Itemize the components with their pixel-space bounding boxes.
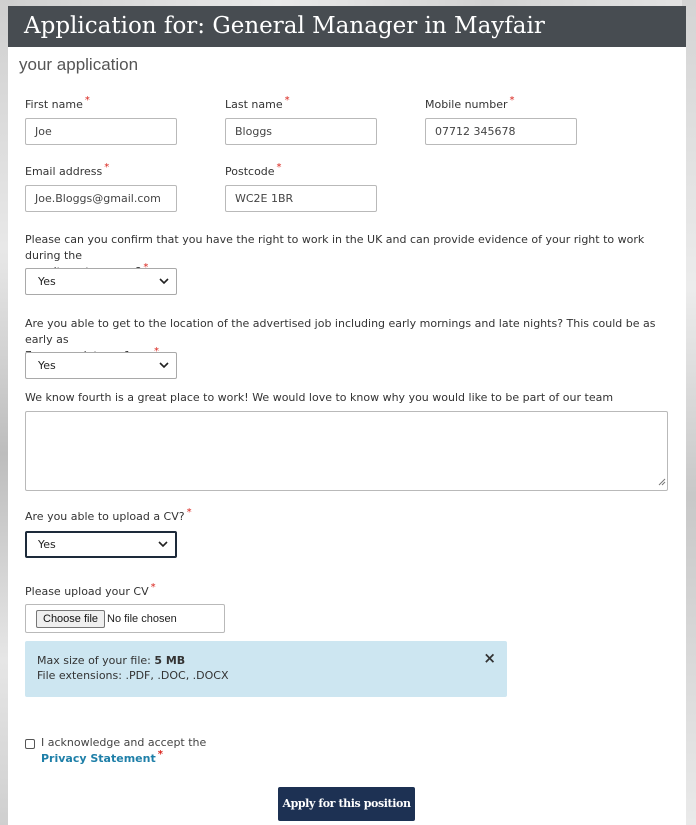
- required-mark: *: [186, 507, 192, 519]
- required-mark: *: [84, 95, 90, 107]
- last-name-input[interactable]: Bloggs: [225, 118, 377, 145]
- right-to-work-select[interactable]: Yes: [25, 268, 177, 295]
- right-to-work-label: Please can you confirm that you have the right to work in the UK and can provide evidence of your right to work during the: [25, 232, 675, 280]
- first-name-label: First name *: [25, 95, 90, 111]
- upload-cv-select[interactable]: Yes: [25, 531, 177, 558]
- chevron-down-icon: [157, 533, 169, 556]
- acknowledge-checkbox[interactable]: [25, 739, 35, 749]
- email-label: Email address *: [25, 162, 110, 178]
- email-input[interactable]: Joe.Bloggs@gmail.com: [25, 185, 177, 212]
- file-extensions-text: File extensions: .PDF, .DOC, .DOCX: [37, 669, 229, 682]
- required-mark: *: [284, 95, 290, 107]
- acknowledge-text: I acknowledge and accept the: [41, 736, 207, 749]
- first-name-input[interactable]: Joe: [25, 118, 177, 145]
- required-mark: *: [509, 95, 515, 107]
- required-mark: *: [150, 582, 156, 594]
- file-size-text: Max size of your file: 5 MB: [37, 654, 186, 667]
- last-name-label: Last name *: [225, 95, 290, 111]
- postcode-input[interactable]: WC2E 1BR: [225, 185, 377, 212]
- required-mark: *: [104, 162, 110, 174]
- page-title: Application for: General Manager in Mayfair: [24, 13, 545, 39]
- why-label: We know fourth is a great place to work! We would love to know why you would like to be part of our team: [25, 391, 614, 404]
- upload-cv-label: Are you able to upload a CV? *: [25, 507, 192, 523]
- choose-file-button[interactable]: Choose file: [36, 610, 105, 628]
- location-select[interactable]: Yes: [25, 352, 177, 379]
- postcode-label: Postcode *: [225, 162, 282, 178]
- file-info-alert: [25, 641, 507, 697]
- application-form: [8, 47, 686, 825]
- close-icon[interactable]: ×: [483, 649, 496, 667]
- mobile-number-input[interactable]: 07712 345678: [425, 118, 577, 145]
- chevron-down-icon: [158, 269, 170, 294]
- cv-file-input[interactable]: [25, 604, 225, 633]
- privacy-statement-link[interactable]: Privacy Statement *: [41, 749, 163, 765]
- why-textarea[interactable]: [25, 411, 668, 491]
- apply-button[interactable]: Apply for this position: [278, 787, 415, 821]
- chevron-down-icon: [158, 353, 170, 378]
- resize-grip-icon[interactable]: [658, 476, 666, 489]
- mobile-number-label: Mobile number *: [425, 95, 515, 111]
- required-mark: *: [157, 749, 163, 761]
- file-status-text: No file chosen: [107, 613, 177, 625]
- location-label: Are you able to get to the location of the advertised job including early mornings and late nights? This could be as early as: [25, 316, 675, 364]
- form-subtitle: your application: [19, 55, 139, 74]
- page-header: [8, 6, 686, 47]
- cv-file-label: Please upload your CV *: [25, 582, 156, 598]
- required-mark: *: [276, 162, 282, 174]
